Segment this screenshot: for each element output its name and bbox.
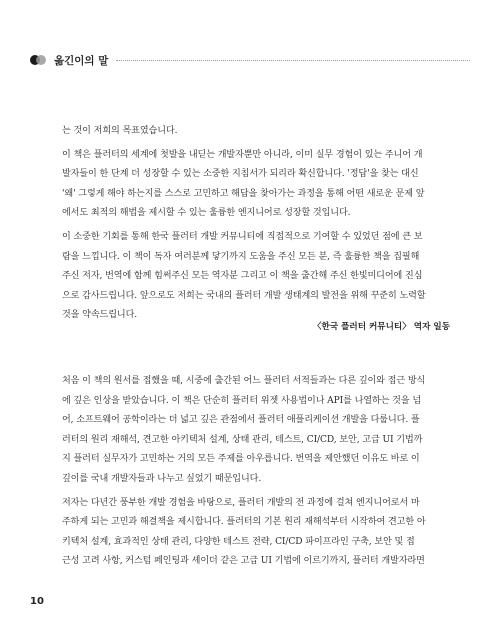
text-line: 지 플러터 실무자가 고민하는 거의 모든 주제를 아우릅니다. 번역을 제안했던 이유도 바로 이 (62, 454, 420, 465)
text-line: 람을 느낍니다. 이 책이 독자 여러분께 닿기까지 도움을 주신 모든 분, 즉 훌륭한 책을 집필해 (62, 251, 420, 262)
header-bullet-icon (30, 55, 48, 65)
text-line: 저자는 다년간 풍부한 개발 경험을 바탕으로, 플러터 개발의 전 과정에 걸쳐 엔지니어로서 마 (62, 497, 420, 508)
text-line: 발자들이 한 단계 더 성장할 수 있는 소중한 지침서가 되리라 확신합니다. '정답'을 찾는 대신 (62, 169, 419, 180)
header-title: 옮긴이의 말 (54, 54, 109, 67)
page-number: 10 (30, 596, 44, 607)
paragraph (62, 228, 450, 326)
text-line: 는 것이 저희의 목표였습니다. (62, 126, 178, 136)
text-line: 어, 소프트웨어 공학이라는 더 넓고 깊은 관점에서 플러터 애플리케이션 개발을 다룹니다. 플 (62, 415, 420, 426)
header-dotted-rule (116, 60, 470, 61)
text-line: 키텍처 설계, 효과적인 상태 관리, 다양한 테스트 전략, CI/CD 파이프라인 구축, 보안 및 접 (62, 536, 415, 547)
text-line: 에 깊은 인상을 받았습니다. 이 책은 단순히 플러터 위젯 사용법이나 API를 나열하는 것을 넘 (62, 395, 422, 406)
signature: 〈한국 플러터 커뮤니티〉 역자 일동 (312, 322, 450, 332)
text-line: 이 책은 플러터의 세계에 첫발을 내딛는 개발자뿐만 아니라, 이미 실무 경험이 있는 주니어 개 (62, 149, 423, 160)
text-line: 깊이를 국내 개발자들과 나누고 싶었기 때문입니다. (62, 473, 262, 484)
text-line: 으로 감사드립니다. 앞으로도 저희는 국내의 플러터 개발 생태계의 발전을 위해 꾸준히 노력할 (62, 290, 426, 301)
paragraph (62, 494, 450, 572)
text-line: 주신 저자, 번역에 함께 힘써주신 모든 역자분 그리고 이 책을 출간해 주신 한빛미디어에 진심 (62, 271, 423, 282)
running-header (30, 50, 470, 70)
text-line: 러터의 원리 재해석, 견고한 아키텍처 설계, 상태 관리, 테스트, CI/CD, 보안, 고급 UI 기법까 (62, 434, 423, 445)
paragraph (62, 372, 450, 490)
text-line: 근성 고려 사항, 커스텀 페인팅과 셰이더 같은 고급 UI 기법에 이르기까지, 플러터 개발자라면 (62, 556, 425, 567)
text-line: 주하게 되는 고민과 해결책을 제시합니다. 플러터의 기본 원리 재해석부터 시작하여 견고한 아 (62, 517, 426, 528)
translator-note-section-2 (62, 372, 450, 576)
paragraph (62, 146, 450, 224)
translator-note-section-1 (62, 122, 450, 330)
text-line: 처음 이 책의 원서를 접했을 때, 시중에 출간된 어느 플러터 서적들과는 다른 깊이와 접근 방식 (62, 376, 426, 386)
paragraph (62, 122, 450, 142)
text-line: 에서도 최적의 해법을 제시할 수 있는 훌륭한 엔지니어로 성장할 것입니다. (62, 208, 351, 219)
text-line: '왜' 그렇게 해야 하는지를 스스로 고민하고 해답을 찾아가는 과정을 통해 어떤 새로운 문제 앞 (62, 188, 425, 199)
text-line: 것을 약속드립니다. (62, 310, 138, 321)
text-line: 이 소중한 기회를 통해 한국 플러터 개발 커뮤니티에 직접적으로 기여할 수 있었던 점에 큰 보 (62, 231, 423, 242)
